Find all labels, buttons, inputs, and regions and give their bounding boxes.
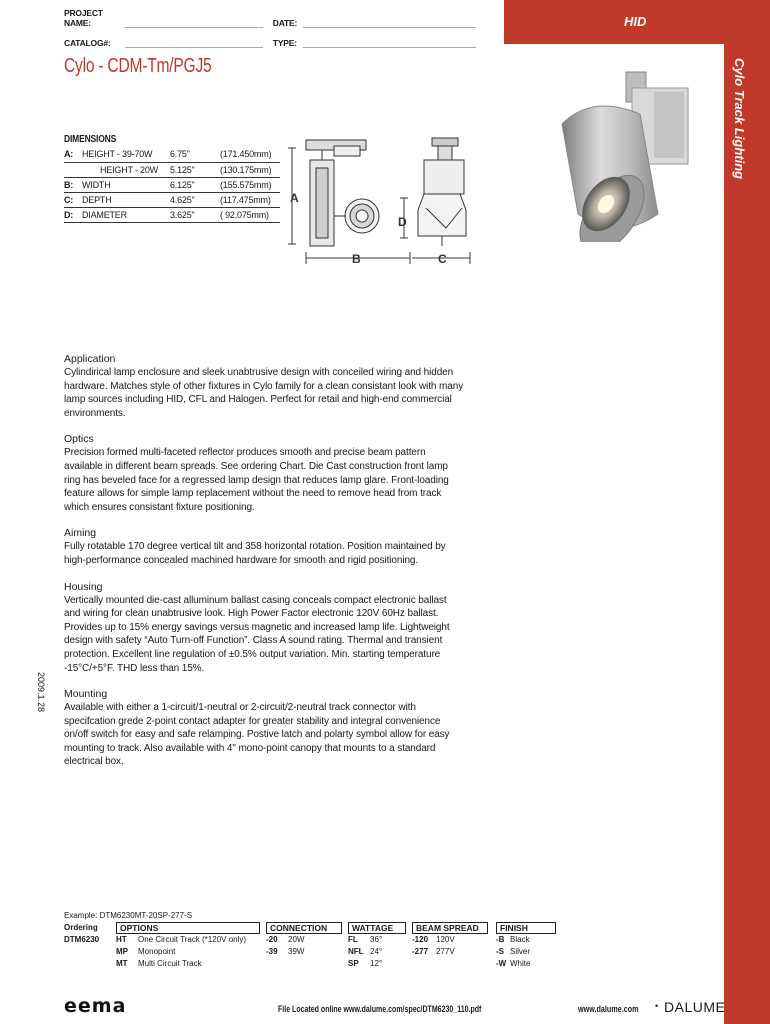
type-field[interactable] [303,36,476,48]
dim-name: HEIGHT - 39-70W [82,147,170,162]
project-name-label: PROJECT NAME: [64,8,103,28]
section-aiming [64,527,464,567]
section-body: Vertically mounted die-cast alluminum ballast casing conceals compact electronic ballast and wiring for clean unabtrusive look. High Power Factor electronic 120V 60Hz ballast. Provides up to 15% energy savings versus magnetic and increased lamp life. Lightweight design with safety “Auto Turn-off Function”. Class A sound rating. Thermal and transient protection. Excellent line regulation of ±0.5% output variation. Min. starting temperature -15°C/+5°F. THD less than 15%. [64,594,450,674]
finish-code: -B [496,935,505,944]
list-item [496,946,556,958]
wattage-code: FL [348,935,358,944]
hid-tab [504,0,770,44]
list-item [116,946,260,958]
hid-tab-label: HID [624,14,647,29]
finish-code: -W [496,959,507,968]
list-item [266,934,342,946]
svg-text:eema: eema [64,996,127,1016]
dim-mm: (130.175mm) [220,162,280,177]
section-housing [64,581,464,676]
dim-key [64,162,82,177]
section-body: Available with either a 1-circuit/1-neutral or 2-circuit/2-neutral track connector with specifcation grede 2-point contact adapter for greater stability and integral convenience on/off switch for easy and safe relamping. Postive latch and polarty symbol allow for easy mounting to track. Also available with 4" mono-point canopy that mounts to a standard electrical box. [64,702,450,768]
drawing-label-c: C [438,252,447,266]
finish-col [496,922,556,970]
connection-header: CONNECTION [266,922,342,934]
dim-name: WIDTH [82,177,170,192]
dim-name: HEIGHT - 20W [82,162,170,177]
side-title: Cylo Track Lighting [732,58,747,180]
options-header: OPTIONS [116,922,260,934]
date-field[interactable] [303,16,476,28]
description-sections [64,353,464,782]
catalog-label: CATALOG#: [64,38,111,48]
dim-mm: (171.450mm) [220,147,280,162]
dim-key: C: [64,192,82,207]
dimension-row [64,207,280,222]
catalog-field[interactable] [125,36,263,48]
connection-desc: 20W [288,935,305,944]
option-code: MT [116,959,128,968]
wattage-desc: 12° [370,959,383,968]
wattage-code: SP [348,959,359,968]
dim-mm: ( 92.075mm) [220,207,280,222]
section-mounting [64,688,464,769]
header-row-1 [64,8,476,28]
ordering-model: DTM6230 [64,935,100,944]
dimensions-title: DIMENSIONS [64,134,117,145]
section-heading: Aiming [64,527,97,540]
eema-logo [64,996,144,1016]
finish-desc: Black [510,935,530,944]
finish-desc: Silver [510,947,531,956]
file-location-link[interactable]: File Located online www.dalume.com/spec/DTM6230_110.pdf [278,1004,482,1014]
dim-name: DIAMETER [82,207,170,222]
list-item [116,958,260,970]
finish-desc: White [510,959,531,968]
dim-inches: 6.75" [170,147,220,162]
dimension-row [64,162,280,177]
section-optics [64,433,464,514]
dim-inches: 4.625" [170,192,220,207]
beam-spread-col [412,922,488,958]
ordering-example: Example: DTM6230MT-20SP-277-S [64,911,193,920]
dimension-row [64,192,280,207]
section-body: Cylindirical lamp enclosure and sleek unabtrusive design with conceiled wiring and hidden hardware. Matches style of other fixtures in Cylo family for a clean consistant look with many lamp sources including HID, CFL and Halogen. Perfect for retail and high-end commercial environments. [64,367,464,419]
list-item [116,934,260,946]
dimension-row [64,147,280,162]
dim-key: A: [64,147,82,162]
section-body: Fully rotatable 170 degree vertical tilt and 358 horizontal rotation. Position maintained by high-performance concealed machined hardware for smooth and rigid positioning. [64,541,446,566]
option-desc: Monopoint [138,947,176,956]
section-heading: Mounting [64,688,108,701]
list-item [496,958,556,970]
option-code: MP [116,947,128,956]
date-stamp: 2009.1.28 [36,672,46,713]
connection-code: -39 [266,947,278,956]
product-photo [522,64,718,242]
dim-mm: (117.475mm) [220,192,280,207]
drawing-label-b: B [352,252,361,266]
ordering-label: Ordering [64,923,98,932]
section-application [64,353,464,420]
dimensions-table [64,147,280,223]
connection-desc: 39W [288,947,305,956]
beam-desc: 120V [436,935,455,944]
wattage-desc: 24° [370,947,383,956]
connection-code: -20 [266,935,278,944]
side-bar [724,44,770,1024]
date-label: DATE: [272,18,298,28]
dim-key: D: [64,207,82,222]
dim-key: B: [64,177,82,192]
section-heading: Application [64,353,116,365]
wattage-col [348,922,406,970]
section-heading: Housing [64,580,103,593]
beam-spread-header: BEAM SPREAD [412,922,488,934]
dim-inches: 6.125" [170,177,220,192]
dalume-logo: DALUME [664,999,726,1015]
website-link[interactable]: www.dalume.com [578,1004,639,1014]
option-code: HT [116,935,127,944]
list-item [496,934,556,946]
technical-drawing [284,132,474,268]
list-item [348,958,406,970]
section-heading: Optics [64,433,94,446]
separator-dot: • [655,1001,659,1011]
dim-inches: 3.625" [170,207,220,222]
beam-desc: 277V [436,947,455,956]
product-title: Cylo - CDM-Tm/PGJ5 [64,55,212,77]
dimensions-block [64,134,280,223]
dim-name: DEPTH [82,192,170,207]
ordering-label-col [64,922,116,946]
dim-mm: (155.575mm) [220,177,280,192]
option-desc: One Circuit Track (*120V only) [138,935,247,944]
connection-col [266,922,342,958]
drawing-label-a: A [290,191,299,205]
options-col [116,922,260,970]
dim-inches: 5.125" [170,162,220,177]
dimension-row [64,177,280,192]
option-desc: Multi Circuit Track [138,959,202,968]
finish-header: FINISH [496,922,556,934]
beam-code: -120 [412,935,429,944]
list-item [412,946,488,958]
wattage-desc: 36° [370,935,383,944]
wattage-code: NFL [348,947,364,956]
project-name-field[interactable] [125,16,263,28]
list-item [266,946,342,958]
list-item [412,934,488,946]
list-item [348,934,406,946]
list-item [348,946,406,958]
wattage-header: WATTAGE [348,922,406,934]
beam-code: -277 [412,947,429,956]
project-header [64,8,476,48]
finish-code: -S [496,947,504,956]
header-row-2 [64,28,476,48]
drawing-label-d: D [398,215,407,229]
section-body: Precision formed multi-faceted reflector produces smooth and precise beam pattern available in different beam spreads. See ordering Chart. Die Cast construction front lamp ring has beveled face for a regressed lamp design that reduces lamp glare. Front-loading feature allows for simple lamp replacement without the need to remove head from track which ensures consistant fixture positioning. [64,447,449,513]
type-label: TYPE: [272,38,297,48]
